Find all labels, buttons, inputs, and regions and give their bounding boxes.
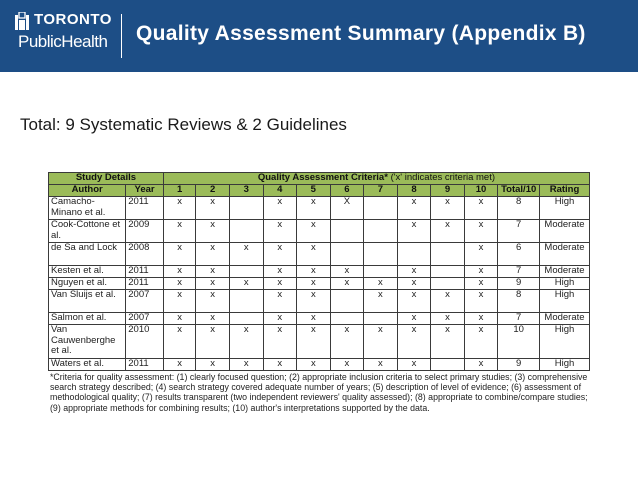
criterion-cell: x — [297, 266, 331, 278]
city-hall-icon — [14, 12, 30, 30]
criterion-cell: x — [263, 197, 297, 220]
criterion-cell: x — [263, 290, 297, 313]
criterion-cell: x — [263, 359, 297, 371]
rating-cell: Moderate — [540, 313, 590, 325]
criterion-cell — [431, 243, 465, 266]
column-header: Rating — [540, 185, 590, 197]
total-cell: 6 — [498, 243, 540, 266]
criterion-cell: x — [464, 290, 498, 313]
column-header: 8 — [397, 185, 431, 197]
total-cell: 10 — [498, 325, 540, 359]
criterion-cell: x — [196, 197, 230, 220]
criterion-cell: x — [397, 197, 431, 220]
table-row — [49, 220, 590, 243]
column-header: Total/10 — [498, 185, 540, 197]
table-row — [49, 266, 590, 278]
year-cell: 2011 — [126, 278, 164, 290]
criterion-cell: x — [330, 278, 364, 290]
author-cell: Nguyen et al. — [49, 278, 126, 290]
criterion-cell: x — [163, 220, 196, 243]
criterion-cell: x — [364, 359, 398, 371]
total-cell: 8 — [498, 197, 540, 220]
criterion-cell: x — [196, 325, 230, 359]
criterion-cell: x — [397, 266, 431, 278]
column-header: 5 — [297, 185, 331, 197]
rating-cell: High — [540, 290, 590, 313]
criterion-cell: x — [229, 325, 263, 359]
table-row — [49, 313, 590, 325]
criterion-cell: x — [464, 197, 498, 220]
criterion-cell: x — [263, 278, 297, 290]
criterion-cell: x — [431, 197, 465, 220]
rating-cell: Moderate — [540, 266, 590, 278]
total-cell: 7 — [498, 313, 540, 325]
criterion-cell — [330, 220, 364, 243]
criterion-cell: x — [464, 278, 498, 290]
criterion-cell: x — [364, 325, 398, 359]
criterion-cell — [229, 266, 263, 278]
author-cell: de Sa and Lock — [49, 243, 126, 266]
total-cell: 7 — [498, 266, 540, 278]
criterion-cell: x — [229, 243, 263, 266]
criterion-cell: x — [196, 278, 230, 290]
table-row — [49, 325, 590, 359]
year-cell: 2009 — [126, 220, 164, 243]
criterion-cell — [364, 197, 398, 220]
criterion-cell: x — [297, 290, 331, 313]
author-cell: Salmon et al. — [49, 313, 126, 325]
criterion-cell: x — [163, 313, 196, 325]
criterion-cell: x — [397, 278, 431, 290]
column-header: 2 — [196, 185, 230, 197]
criterion-cell: x — [263, 220, 297, 243]
year-cell: 2010 — [126, 325, 164, 359]
table-group-header — [49, 173, 590, 185]
criteria-header — [163, 173, 589, 185]
header-bar — [0, 0, 638, 72]
criterion-cell: x — [196, 290, 230, 313]
author-cell: Kesten et al. — [49, 266, 126, 278]
criterion-cell: x — [397, 290, 431, 313]
criterion-cell: x — [431, 313, 465, 325]
total-cell: 9 — [498, 278, 540, 290]
criterion-cell: x — [263, 243, 297, 266]
criterion-cell: x — [297, 197, 331, 220]
criterion-cell: x — [397, 325, 431, 359]
criterion-cell — [364, 266, 398, 278]
table-row — [49, 290, 590, 313]
criterion-cell — [229, 290, 263, 313]
author-cell: Waters et al. — [49, 359, 126, 371]
column-header: 6 — [330, 185, 364, 197]
table-column-header — [49, 185, 590, 197]
criterion-cell: x — [297, 325, 331, 359]
table-row — [49, 197, 590, 220]
criterion-cell: X — [330, 197, 364, 220]
quality-assessment-table — [48, 172, 590, 371]
criterion-cell: x — [196, 359, 230, 371]
column-header: Author — [49, 185, 126, 197]
criterion-cell: x — [196, 266, 230, 278]
criterion-cell — [364, 243, 398, 266]
criterion-cell — [330, 243, 364, 266]
total-cell: 7 — [498, 220, 540, 243]
table-row — [49, 243, 590, 266]
criterion-cell: x — [297, 359, 331, 371]
criterion-cell: x — [196, 220, 230, 243]
criterion-cell: x — [229, 359, 263, 371]
criterion-cell: x — [196, 243, 230, 266]
criterion-cell — [431, 266, 465, 278]
criteria-header-note: ('x' indicates criteria met) — [390, 172, 496, 183]
total-cell: 8 — [498, 290, 540, 313]
toronto-public-health-logo — [14, 10, 118, 62]
year-cell: 2011 — [126, 359, 164, 371]
criterion-cell: x — [229, 278, 263, 290]
criterion-cell: x — [397, 359, 431, 371]
column-header: 1 — [163, 185, 196, 197]
column-header: 3 — [229, 185, 263, 197]
total-cell: 9 — [498, 359, 540, 371]
logo-text-top: TORONTO — [34, 11, 112, 28]
year-cell: 2011 — [126, 197, 164, 220]
criterion-cell — [431, 278, 465, 290]
criterion-cell: x — [263, 325, 297, 359]
criteria-footnote: *Criteria for quality assessment: (1) clearly focused question; (2) appropriate inclusion criteria to select primary studies; (3) comprehensive search strategy described; (4) search strategy covered adequate number of years; (5) description of level of evidence; (6) assessment of methodological quality; (7) results transparent (two independent reviewers' quality assessed); (8) appropriate to combine/compare studies; (9) appropriate methods for combining results; (10) author's interpretations supported by the data. — [50, 372, 588, 413]
criterion-cell: x — [464, 220, 498, 243]
criterion-cell: x — [364, 290, 398, 313]
rating-cell: High — [540, 325, 590, 359]
slide-title: Quality Assessment Summary (Appendix B) — [136, 22, 586, 45]
author-cell: Cook-Cottone et al. — [49, 220, 126, 243]
rating-cell: High — [540, 197, 590, 220]
criteria-header-label: Quality Assessment Criteria* — [257, 172, 388, 183]
criterion-cell: x — [464, 313, 498, 325]
criterion-cell: x — [431, 220, 465, 243]
rating-cell: High — [540, 359, 590, 371]
criterion-cell: x — [163, 278, 196, 290]
column-header: 10 — [464, 185, 498, 197]
column-header: 4 — [263, 185, 297, 197]
criterion-cell — [330, 313, 364, 325]
year-cell: 2007 — [126, 313, 164, 325]
summary-text: Total: 9 Systematic Reviews & 2 Guidelines — [20, 115, 347, 134]
table-row — [49, 359, 590, 371]
criterion-cell — [330, 290, 364, 313]
criterion-cell: x — [163, 325, 196, 359]
criterion-cell: x — [431, 325, 465, 359]
criterion-cell: x — [163, 197, 196, 220]
author-cell: Camacho-Minano et al. — [49, 197, 126, 220]
criterion-cell: x — [330, 266, 364, 278]
rating-cell: Moderate — [540, 243, 590, 266]
author-cell: Van Sluijs et al. — [49, 290, 126, 313]
column-header: 9 — [431, 185, 465, 197]
criterion-cell — [229, 313, 263, 325]
year-cell: 2007 — [126, 290, 164, 313]
year-cell: 2011 — [126, 266, 164, 278]
criterion-cell: x — [163, 266, 196, 278]
rating-cell: High — [540, 278, 590, 290]
author-cell: Van Cauwenberghe et al. — [49, 325, 126, 359]
criterion-cell: x — [464, 243, 498, 266]
rating-cell: Moderate — [540, 220, 590, 243]
year-cell: 2008 — [126, 243, 164, 266]
criterion-cell: x — [196, 313, 230, 325]
criterion-cell: x — [330, 325, 364, 359]
criterion-cell — [364, 313, 398, 325]
criterion-cell: x — [464, 359, 498, 371]
criterion-cell: x — [263, 313, 297, 325]
criterion-cell: x — [397, 313, 431, 325]
criterion-cell: x — [330, 359, 364, 371]
criterion-cell — [397, 243, 431, 266]
criterion-cell: x — [163, 290, 196, 313]
criterion-cell — [229, 197, 263, 220]
criterion-cell: x — [297, 243, 331, 266]
criterion-cell — [229, 220, 263, 243]
criterion-cell — [364, 220, 398, 243]
table-row — [49, 278, 590, 290]
header-divider — [121, 14, 122, 58]
column-header: 7 — [364, 185, 398, 197]
column-header: Year — [126, 185, 164, 197]
criterion-cell: x — [364, 278, 398, 290]
study-details-header: Study Details — [49, 173, 164, 185]
criterion-cell: x — [464, 266, 498, 278]
criterion-cell: x — [464, 325, 498, 359]
criterion-cell: x — [297, 278, 331, 290]
criterion-cell: x — [297, 220, 331, 243]
criterion-cell: x — [263, 266, 297, 278]
criterion-cell: x — [397, 220, 431, 243]
criterion-cell: x — [297, 313, 331, 325]
criterion-cell: x — [163, 359, 196, 371]
criterion-cell — [431, 359, 465, 371]
criterion-cell: x — [163, 243, 196, 266]
criterion-cell: x — [431, 290, 465, 313]
logo-text-bottom: PublicHealth — [18, 32, 108, 51]
